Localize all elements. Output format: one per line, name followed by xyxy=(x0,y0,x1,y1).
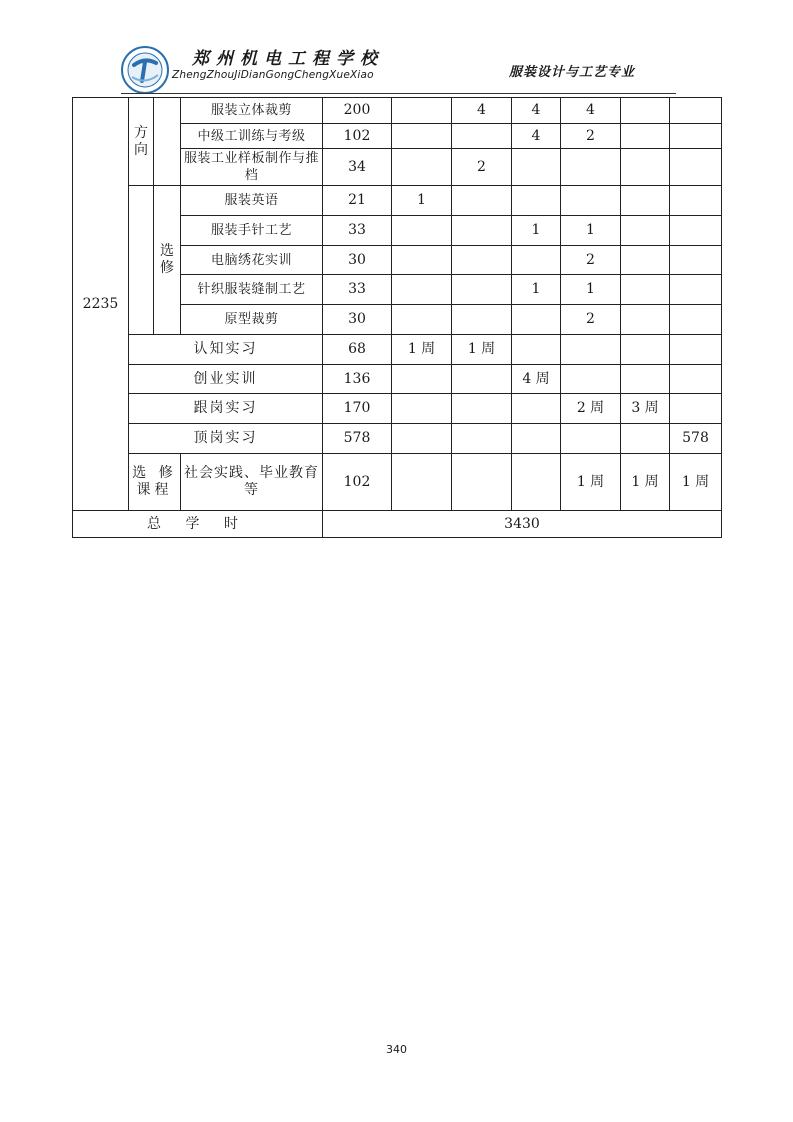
course-name: 中级工训练与考级 xyxy=(181,124,323,149)
semester-3 xyxy=(512,335,561,365)
course-hours: 102 xyxy=(323,124,392,149)
semester-5 xyxy=(621,98,670,124)
semester-4: 2 周 xyxy=(561,394,621,424)
semester-1 xyxy=(392,305,452,335)
semester-6 xyxy=(670,365,722,394)
course-hours: 34 xyxy=(323,149,392,186)
practice-hours: 68 xyxy=(323,335,392,365)
semester-2 xyxy=(452,246,512,275)
course-hours: 33 xyxy=(323,275,392,305)
direction-label: 方 向 xyxy=(129,98,154,186)
semester-3 xyxy=(512,149,561,186)
semester-5 xyxy=(621,365,670,394)
semester-4: 1 xyxy=(561,216,621,246)
semester-6 xyxy=(670,275,722,305)
semester-3 xyxy=(512,305,561,335)
semester-1 xyxy=(392,98,452,124)
semester-6 xyxy=(670,305,722,335)
semester-5 xyxy=(621,335,670,365)
semester-2 xyxy=(452,275,512,305)
semester-4: 2 xyxy=(561,124,621,149)
semester-4: 4 xyxy=(561,98,621,124)
semester-4 xyxy=(561,424,621,454)
semester-5 xyxy=(621,186,670,216)
semester-1 xyxy=(392,394,452,424)
semester-3 xyxy=(512,246,561,275)
table-row xyxy=(73,454,722,511)
course-hours: 33 xyxy=(323,216,392,246)
table-row xyxy=(73,98,722,124)
practice-name: 社会实践、毕业教育等 xyxy=(181,454,323,511)
page-header xyxy=(0,0,793,100)
semester-2: 2 xyxy=(452,149,512,186)
elective-course-label: 选 修 课程 xyxy=(129,454,181,511)
semester-4: 2 xyxy=(561,246,621,275)
semester-4: 2 xyxy=(561,305,621,335)
semester-5 xyxy=(621,424,670,454)
semester-2 xyxy=(452,424,512,454)
semester-1 xyxy=(392,275,452,305)
practice-hours: 136 xyxy=(323,365,392,394)
course-hours: 30 xyxy=(323,305,392,335)
semester-5 xyxy=(621,216,670,246)
semester-5 xyxy=(621,305,670,335)
semester-3 xyxy=(512,186,561,216)
table-row xyxy=(73,335,722,365)
practice-hours: 102 xyxy=(323,454,392,511)
page-number: 340 xyxy=(386,1043,407,1056)
semester-3: 4 周 xyxy=(512,365,561,394)
semester-4: 1 周 xyxy=(561,454,621,511)
header-divider xyxy=(121,93,676,94)
semester-6: 578 xyxy=(670,424,722,454)
school-emblem-icon xyxy=(120,45,170,95)
category-blank-cell xyxy=(154,98,181,186)
semester-6 xyxy=(670,186,722,216)
course-code-cell: 2235 xyxy=(73,98,129,511)
curriculum-table xyxy=(72,97,722,538)
semester-5 xyxy=(621,275,670,305)
semester-3 xyxy=(512,454,561,511)
semester-1 xyxy=(392,424,452,454)
semester-6 xyxy=(670,216,722,246)
course-name: 服装工业样板制作与推档 xyxy=(181,149,323,186)
semester-6 xyxy=(670,149,722,186)
table-row xyxy=(73,186,722,216)
semester-4 xyxy=(561,335,621,365)
semester-2 xyxy=(452,454,512,511)
semester-2 xyxy=(452,305,512,335)
school-name-cn: 郑州机电工程学校 xyxy=(192,49,384,69)
semester-5 xyxy=(621,246,670,275)
semester-1 xyxy=(392,365,452,394)
school-name-pinyin: ZhengZhouJiDianGongChengXueXiao xyxy=(172,69,374,81)
semester-1: 1 xyxy=(392,186,452,216)
elective-label: 选 修 xyxy=(154,186,181,335)
semester-1: 1 周 xyxy=(392,335,452,365)
course-hours: 21 xyxy=(323,186,392,216)
course-hours: 30 xyxy=(323,246,392,275)
major-title: 服装设计与工艺专业 xyxy=(509,65,636,80)
semester-5 xyxy=(621,149,670,186)
semester-2: 4 xyxy=(452,98,512,124)
table-row xyxy=(73,365,722,394)
course-name: 电脑绣花实训 xyxy=(181,246,323,275)
practice-name: 跟岗实习 xyxy=(129,394,323,424)
total-hours-label: 总 学 时 xyxy=(73,511,323,538)
practice-name: 顶岗实习 xyxy=(129,424,323,454)
course-name: 服装手针工艺 xyxy=(181,216,323,246)
semester-4 xyxy=(561,365,621,394)
semester-3: 4 xyxy=(512,124,561,149)
course-name: 服装英语 xyxy=(181,186,323,216)
semester-2 xyxy=(452,394,512,424)
semester-3: 1 xyxy=(512,216,561,246)
semester-6 xyxy=(670,246,722,275)
semester-2: 1 周 xyxy=(452,335,512,365)
table-row xyxy=(73,394,722,424)
semester-4: 1 xyxy=(561,275,621,305)
practice-hours: 170 xyxy=(323,394,392,424)
semester-5: 1 周 xyxy=(621,454,670,511)
practice-hours: 578 xyxy=(323,424,392,454)
semester-1 xyxy=(392,149,452,186)
semester-6 xyxy=(670,98,722,124)
semester-6: 1 周 xyxy=(670,454,722,511)
semester-4 xyxy=(561,186,621,216)
semester-5: 3 周 xyxy=(621,394,670,424)
semester-6 xyxy=(670,124,722,149)
semester-6 xyxy=(670,335,722,365)
course-name: 服装立体裁剪 xyxy=(181,98,323,124)
semester-1 xyxy=(392,454,452,511)
total-hours-value: 3430 xyxy=(323,511,722,538)
semester-3 xyxy=(512,394,561,424)
semester-1 xyxy=(392,216,452,246)
semester-5 xyxy=(621,124,670,149)
semester-1 xyxy=(392,124,452,149)
practice-name: 创业实训 xyxy=(129,365,323,394)
course-name: 针织服装缝制工艺 xyxy=(181,275,323,305)
semester-2 xyxy=(452,216,512,246)
semester-2 xyxy=(452,186,512,216)
practice-name: 认知实习 xyxy=(129,335,323,365)
course-hours: 200 xyxy=(323,98,392,124)
table-row-total xyxy=(73,511,722,538)
course-name: 原型裁剪 xyxy=(181,305,323,335)
semester-1 xyxy=(392,246,452,275)
semester-3: 4 xyxy=(512,98,561,124)
semester-4 xyxy=(561,149,621,186)
table-row xyxy=(73,424,722,454)
semester-2 xyxy=(452,365,512,394)
semester-3 xyxy=(512,424,561,454)
category-blank-cell xyxy=(129,186,154,335)
semester-2 xyxy=(452,124,512,149)
semester-6 xyxy=(670,394,722,424)
semester-3: 1 xyxy=(512,275,561,305)
